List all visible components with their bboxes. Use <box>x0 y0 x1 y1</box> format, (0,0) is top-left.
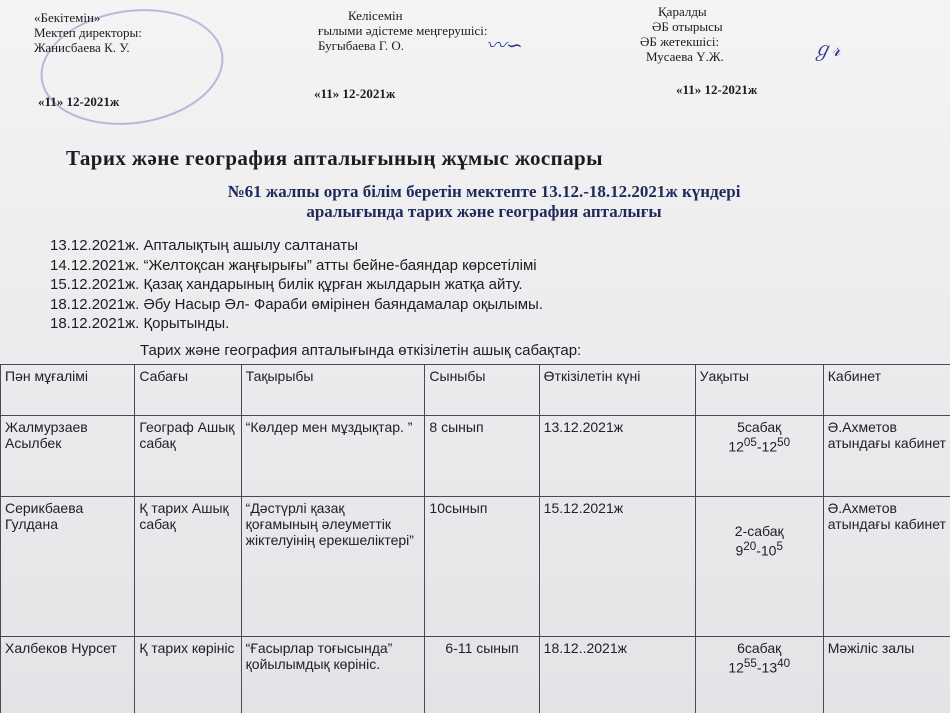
table-header-row <box>1 365 950 416</box>
signature-methodist: 〰∽ <box>486 33 523 57</box>
cell-subject: Қ тарих Ашық сабақ <box>135 497 241 637</box>
header-teacher: Пән мұғалімі <box>1 365 135 416</box>
approval-heading: Келісемін <box>348 8 403 23</box>
time-start-hour: 12 <box>728 438 744 455</box>
time-start-minute: 20 <box>743 540 757 553</box>
time-end-minute: 50 <box>777 436 791 449</box>
cell-date: 18.12..2021ж <box>539 637 695 713</box>
approval-block <box>0 4 950 104</box>
time-end-hour: 10 <box>760 542 777 559</box>
approval-subheading: ӘБ отырысы <box>652 19 723 34</box>
subtitle-line-1: №61 жалпы орта білім беретін мектепте 13.12.-18.12.2021ж күндері <box>227 182 741 201</box>
time-start-minute: 05 <box>743 436 757 449</box>
approval-person: Жанисбаева К. У. <box>34 40 130 55</box>
time-end-minute: 40 <box>777 657 791 670</box>
cell-room: Ә.Ахметов атындағы кабинет <box>823 497 950 637</box>
header-grade: Сыныбы <box>425 365 539 416</box>
cell-date: 15.12.2021ж <box>539 497 695 637</box>
approval-director <box>34 10 142 55</box>
time-start-minute: 55 <box>743 657 757 670</box>
approval-person: Мусаева Ү.Ж. <box>646 49 724 64</box>
lessons-table <box>0 364 950 713</box>
header-topic: Тақырыбы <box>241 365 425 416</box>
event-item: 18.12.2021ж. Қорытынды. <box>50 315 230 332</box>
cell-topic: “Дәстүрлі қазақ қоғамының әлеуметтік жіктелуінің ерекшеліктері” <box>241 497 425 637</box>
cell-time <box>695 637 823 713</box>
cell-teacher: Халбеков Нурсет <box>1 637 135 713</box>
cell-subject: Географ Ашық сабақ <box>135 416 241 497</box>
approval-committee <box>640 4 724 64</box>
header-date: Өткізілетін күні <box>539 365 695 416</box>
time-range: $12^{05}-12^{50}$ <box>728 436 791 455</box>
document-title: Тарих және география апталығының жұмыс жоспары <box>66 146 603 170</box>
approval-heading: «Бекітемін» <box>34 10 101 25</box>
table-row <box>1 416 950 497</box>
time-end-hour: 12 <box>761 438 778 455</box>
table-row <box>1 497 950 637</box>
cell-room: Мәжіліс залы <box>823 637 950 713</box>
event-item: 14.12.2021ж. “Желтоқсан жаңғырығы” атты бейне-баяндар көрсетілімі <box>50 256 537 274</box>
time-end-hour: 13 <box>761 659 778 676</box>
approval-date-left: «11» 12-2021ж <box>38 94 120 109</box>
cell-grade: 6-11 сынып <box>425 637 539 713</box>
approval-methodist <box>318 8 488 53</box>
cell-time <box>695 416 823 497</box>
approval-date-right: «11» 12-2021ж <box>676 82 758 97</box>
header-room: Кабинет <box>823 365 950 416</box>
header-time: Уақыты <box>695 365 823 416</box>
table-caption: Тарих және география апталығында өткізілетін ашық сабақтар: <box>140 342 582 359</box>
signature-committee: ℊ𝓇 <box>812 37 841 61</box>
cell-room: Ә.Ахметов атындағы кабинет <box>823 416 950 497</box>
approval-date-middle: «11» 12-2021ж <box>314 86 396 101</box>
approval-role: ғылыми әдістеме меңгерушісі: <box>318 23 488 38</box>
cell-grade: 10сынып <box>425 497 539 637</box>
cell-subject: Қ тарих көрініс <box>135 637 241 713</box>
approval-heading: Қаралды <box>658 4 707 19</box>
cell-teacher: Жалмурзаев Асылбек <box>1 416 135 497</box>
subtitle-line-2: аралығында тарих және география апталығы <box>306 202 662 221</box>
time-label: 2-сабақ <box>734 523 784 539</box>
approval-role: Мектеп директоры: <box>34 25 142 40</box>
events-list <box>50 236 543 334</box>
cell-topic: “Ғасырлар тоғысында” қойылымдық көрініс. <box>241 637 425 713</box>
cell-date: 13.12.2021ж <box>539 416 695 497</box>
time-range: $9^{20}-10^5$ <box>735 540 783 559</box>
time-start-hour: 12 <box>728 659 744 676</box>
document-subtitle <box>74 182 894 222</box>
event-item: 18.12.2021ж. Әбу Насыр Әл- Фараби өмірінен баяндамалар оқылымы. <box>50 295 543 313</box>
time-label: 6сабақ <box>737 640 782 656</box>
cell-time <box>695 497 823 637</box>
time-label: 5сабақ <box>737 419 782 435</box>
approval-person: Бугыбаева Г. О. <box>318 38 405 53</box>
time-end-minute: 5 <box>776 540 783 553</box>
cell-topic: “Көлдер мен мұздықтар. ” <box>241 416 425 497</box>
event-item: 15.12.2021ж. Қазақ хандарының билік құрған жылдарын жатқа айту. <box>50 276 523 293</box>
time-start-hour: 9 <box>735 542 744 559</box>
event-item: 13.12.2021ж. Апталықтың ашылу салтанаты <box>50 237 358 254</box>
cell-grade: 8 сынып <box>425 416 539 497</box>
table-row <box>1 637 950 713</box>
approval-role: ӘБ жетекшісі: <box>640 34 720 49</box>
cell-teacher: Серикбаева Гулдана <box>1 497 135 637</box>
time-range: $12^{55}-13^{40}$ <box>728 657 791 676</box>
header-subject: Сабағы <box>135 365 241 416</box>
